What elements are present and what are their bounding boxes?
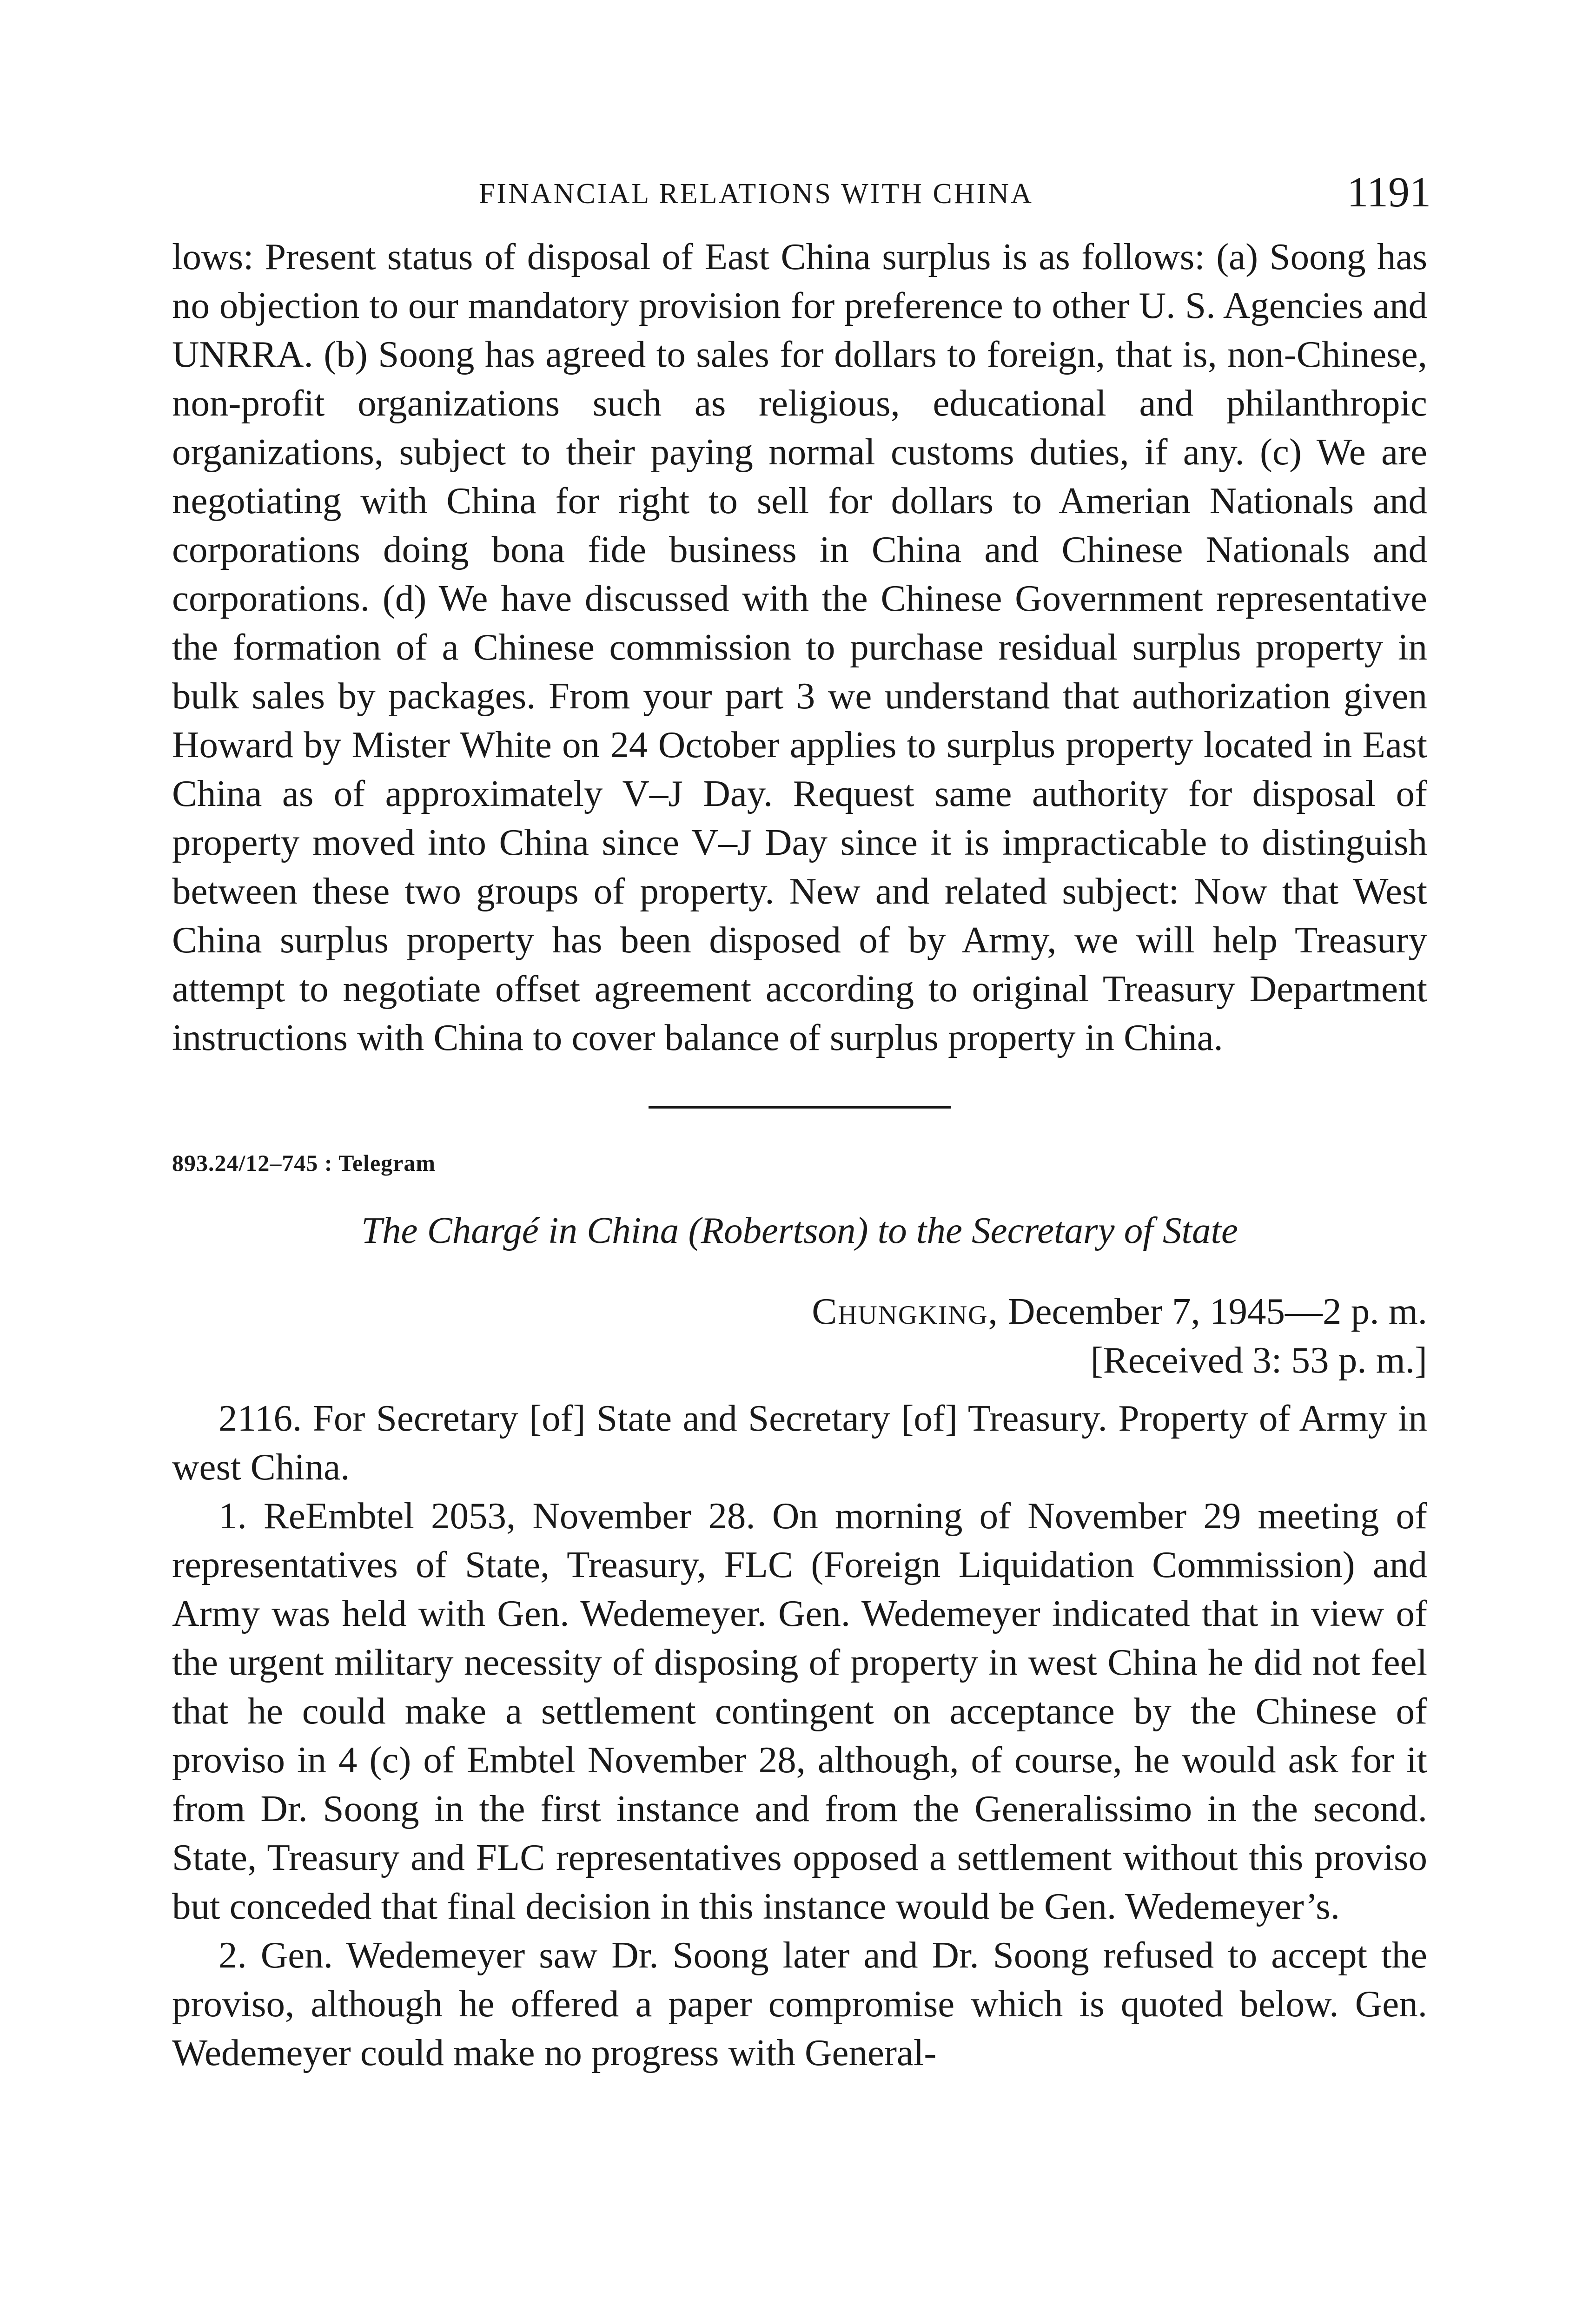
running-header [172,167,1431,218]
dateline-date: December 7, 1945—2 p. m. [1007,1290,1427,1332]
received-note: [Received 3: 53 p. m.] [1090,1339,1427,1381]
file-reference: 893.24/12–745 : Telegram [172,1150,436,1176]
book-page [172,167,1431,2077]
telegram-paragraph: 1. ReEmbtel 2053, November 28. On morning of November 29 meeting of representatives of State, Treasury, FLC (Foreign Liquidation Commission) and Army was held with Gen. Wedemeyer. Gen. Wedemeyer indicated that in view of the urgent military necessity of disposing of property in west China he did not feel that he could make a settlement contingent on acceptance by the Chinese of proviso in 4 (c) of Embtel November 28, although, of course, he would ask for it from Dr. Soong in the first instance and from the Generalissimo in the second. State, Treasury and FLC representatives opposed a settlement without this proviso but conceded that final decision in this instance would be Gen. Wedemeyer’s. [172,1495,1427,1927]
body-paragraph: lows: Present status of disposal of East China surplus is as follows: (a) Soong has no objection to our mandatory provision for preference to other U. S. Agencies and UNRRA. (b) Soong has agreed to sales for dollars to foreign, that is, non-Chinese, non-profit organizations such as religious, educational and philanthropic organizations, subject to their paying normal customs duties, if any. (c) We are negotiating with China for right to sell for dollars to Amerian Nationals and corporations doing bona fide business in China and Chinese Nationals and corporations. (d) We have discussed with the Chinese Government representative the formation of a Chinese commission to purchase residual surplus property in bulk sales by packages. From your part 3 we understand that authorization given Howard by Mister White on 24 October applies to surplus property located in East China as of approximately V–J Day. Request same authority for disposal of property moved into China since V–J Day since it is impracticable to distinguish between these two groups of property. New and related subject: Now that West China surplus property has been disposed of by Army, we will help Treasury attempt to negotiate offset agreement according to original Treasury Department instructions with China to cover balance of surplus property in China. [172,236,1427,1058]
dateline-place: Chungking, [812,1290,999,1332]
running-title: FINANCIAL RELATIONS WITH CHINA [479,178,1033,210]
telegram-paragraph: 2. Gen. Wedemeyer saw Dr. Soong later and Dr. Soong refused to accept the proviso, although he offered a paper compromise which is quoted below. Gen. Wedemeyer could make no progress with General- [172,1934,1427,2073]
page-number: 1191 [1347,168,1431,216]
document-title: The Chargé in China (Robertson) to the Secretary of State [361,1209,1238,1251]
section-divider [649,1106,951,1109]
dateline [172,1287,1427,1336]
telegram-paragraph: 2116. For Secretary [of] State and Secretary [of] Treasury. Property of Army in west China. [172,1397,1427,1488]
